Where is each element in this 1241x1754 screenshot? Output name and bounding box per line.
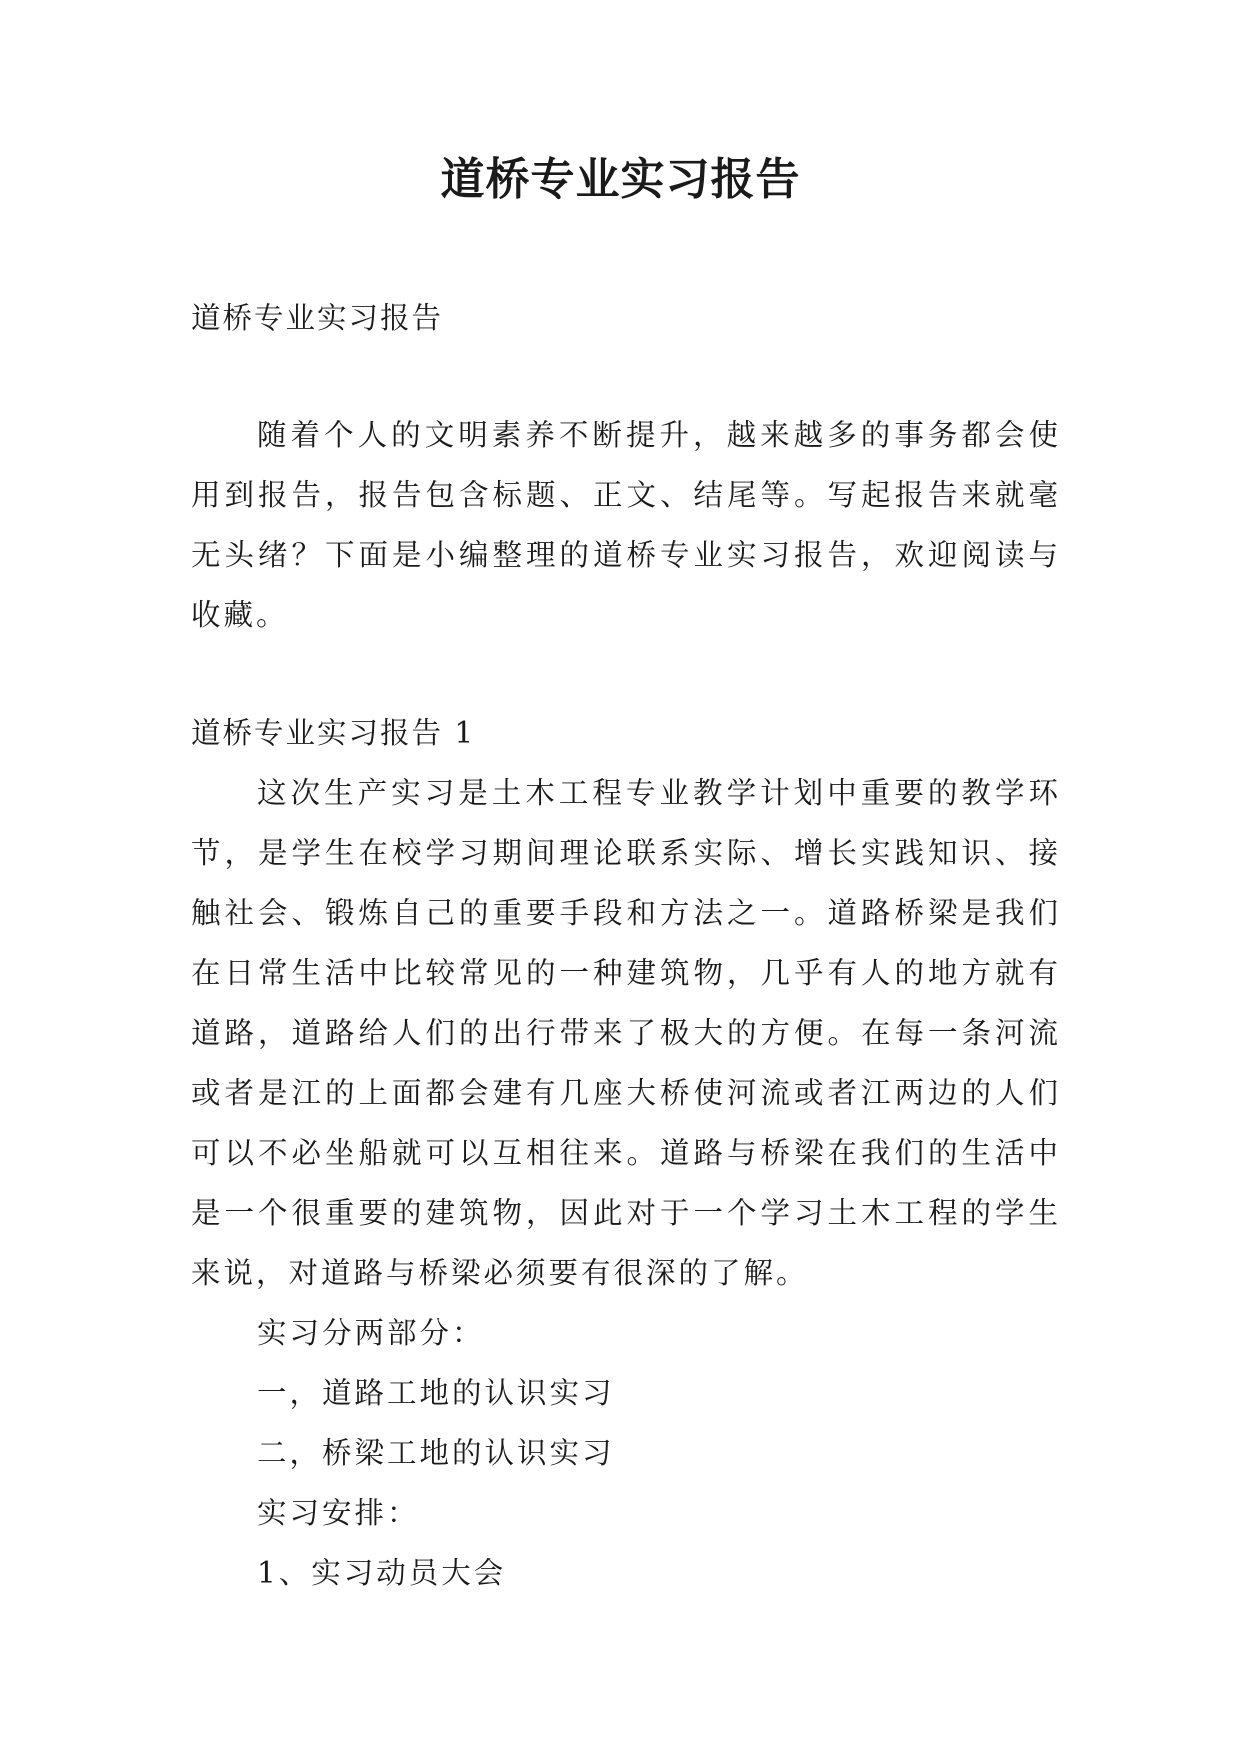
intro-paragraph: 随着个人的文明素养不断提升，越来越多的事务都会使用到报告，报告包含标题、正文、结尾等。写起报告来就毫无头绪？下面是小编整理的道桥专业实习报告，欢迎阅读与收藏。 (191, 418, 1061, 632)
section-heading: 道桥专业实习报告 1 (191, 716, 476, 750)
list-line: 实习分两部分： (257, 1316, 485, 1350)
list-line: 二，桥梁工地的认识实习 (257, 1436, 615, 1470)
spacer (191, 348, 1061, 405)
spacer (191, 645, 1061, 703)
body-paragraph: 这次生产实习是土木工程专业教学计划中重要的教学环节，是学生在校学习期间理论联系实际、增长实践知识、接触社会、锻炼自己的重要手段和方法之一。道路桥梁是我们在日常生活中比较常见的一种建筑物，几乎有人的地方就有道路，道路给人们的出行带来了极大的方便。在每一条河流或者是江的上面都会建有几座大桥使河流或者江两边的人们可以不必坐船就可以互相往来。道路与桥梁在我们的生活中是一个很重要的建筑物，因此对于一个学习土木工程的学生来说，对道路与桥梁必须要有很深的了解。 (191, 776, 1061, 1290)
list-line: 1、实习动员大会 (257, 1556, 507, 1590)
document-body (191, 288, 1061, 1603)
document-title: 道桥专业实习报告 (440, 154, 801, 205)
list-line: 实习安排： (257, 1496, 420, 1530)
document-subtitle: 道桥专业实习报告 (191, 301, 444, 335)
list-line: 一，道路工地的认识实习 (257, 1376, 615, 1410)
